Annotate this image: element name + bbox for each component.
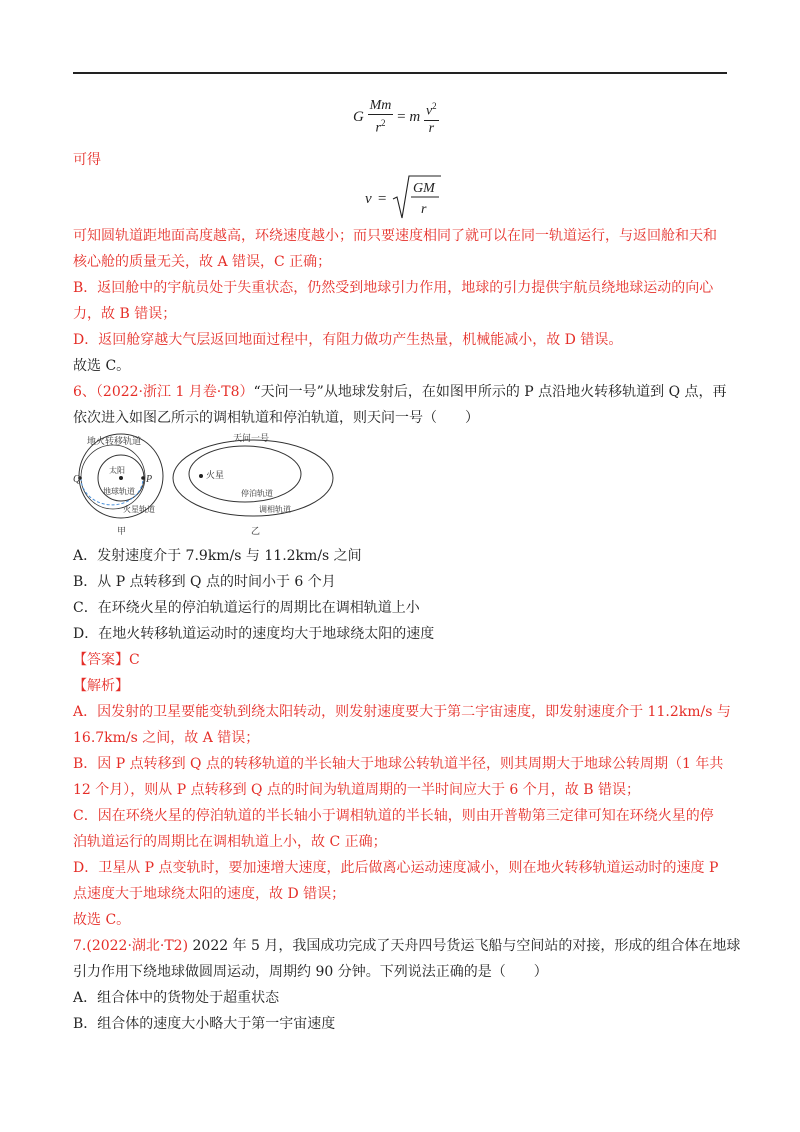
q7-stem-line1 [73, 936, 741, 956]
caption-jia: 甲 [117, 527, 127, 537]
sol5-a-line1: 可知圆轨道距地面高度越高，环绕速度越小；而只要速度相同了就可以在同一轨道运行，与返回舱和天和 [73, 228, 717, 244]
label-phasing: 调相轨道 [259, 505, 291, 514]
page-content [73, 88, 741, 1034]
formula-num-right: $v^2$ [424, 98, 439, 121]
sol5-d-line: D．返回舱穿越大气层返回地面过程中，有阻力做功产生热量，机械能减小，故 D 错误。 [73, 332, 623, 348]
q6-diagram-svg [73, 432, 413, 544]
q6-conclusion: 故选 C。 [73, 912, 131, 928]
formula-m: m [409, 108, 421, 125]
caption-yi: 乙 [251, 527, 261, 537]
label-mars: 火星 [206, 471, 225, 481]
q6-option-c: C．在环绕火星的停泊轨道运行的周期比在调相轨道上小 [73, 600, 420, 616]
q6-number: 6、 [73, 384, 96, 400]
q6-option-d: D．在地火转移轨道运动时的速度均大于地球绕太阳的速度 [73, 626, 435, 642]
formula-num-gm: GM [413, 181, 435, 196]
formula-den-left: $r^2$ [375, 118, 386, 136]
q6-diagrams [73, 432, 733, 542]
q6-analysis-title: 【解析】 [73, 678, 129, 694]
q6-option-b: B．从 P 点转移到 Q 点的时间小于 6 个月 [73, 574, 336, 590]
q7-option-b: B．组合体的速度大小略大于第一宇宙速度 [73, 1016, 336, 1032]
label-transfer: 地火转移轨道 [87, 437, 142, 447]
formula-eq2: = [377, 191, 388, 207]
label-mars-orbit: 火星轨道 [123, 505, 155, 514]
label-earth-orbit: 地球轨道 [103, 487, 135, 496]
q7-stem-line2: 引力作用下绕地球做圆周运动，周期约 90 分钟。下列说法正确的是（ ） [73, 964, 548, 980]
diagram-jia [73, 434, 163, 537]
phasing-orbit [173, 440, 333, 516]
sol5-b-line1: B．返回舱中的宇航员处于失重状态，仍然受到地球引力作用，地球的引力提供宇航员绕地球运动的向心 [73, 280, 714, 296]
point-p-dot [141, 476, 145, 480]
label-sun: 太阳 [109, 466, 125, 475]
formula-frac-right [424, 98, 439, 137]
q7-stem1: 2022 年 5 月，我国成功完成了天舟四号货运飞船与空间站的对接，形成的组合体在地球 [192, 938, 741, 954]
formula-den-right: r [428, 120, 435, 136]
q6-analysis-b1: B．因 P 点转移到 Q 点的转移轨道的半长轴大于地球公转轨道半径，则其周期大于地球公转周期（1 年共 [73, 756, 724, 772]
formula-den-r: r [421, 202, 427, 217]
q6-analysis-d2: 点速度大于地球绕太阳的速度，故 D 错误； [73, 886, 346, 902]
formula-G: G [353, 108, 364, 125]
formula-velocity [73, 170, 733, 226]
q6-analysis-c1: C．因在环绕火星的停泊轨道的半长轴小于调相轨道的半长轴，则由开普勒第三定律可知在环绕火星的停 [73, 808, 714, 824]
q6-analysis-a1: A．因发射的卫星要能变轨到绕太阳转动，则发射速度要大于第二宇宙速度，即发射速度介于 11.2km/s 与 [73, 704, 731, 720]
formula-v: v [365, 191, 372, 207]
formula-num-left: Mm [369, 98, 392, 113]
sun-dot [119, 476, 123, 480]
sol5-conclusion: 故选 C。 [73, 358, 131, 374]
mars-dot [199, 474, 203, 478]
diagram-yi [173, 432, 333, 537]
q6-analysis-c2: 泊轨道运行的周期比在调相轨道上小，故 C 正确； [73, 834, 387, 850]
q6-stem1: “天问一号”从地球发射后，在如图甲所示的 P 点沿地火转移轨道到 Q 点，再 [253, 384, 727, 400]
q6-option-a: A．发射速度介于 7.9km/s 与 11.2km/s 之间 [73, 548, 362, 564]
sol5-a-line2: 核心舱的质量无关，故 A 错误，C 正确； [73, 254, 332, 270]
label-parking: 停泊轨道 [241, 489, 273, 498]
q7-option-a: A．组合体中的货物处于超重状态 [73, 990, 280, 1006]
header-rule [73, 72, 727, 74]
text-kede: 可得 [73, 152, 101, 168]
q6-analysis-a2: 16.7km/s 之间，故 A 错误； [73, 730, 260, 746]
q6-stem-line2: 依次进入如图乙所示的调相轨道和停泊轨道，则天问一号（ ） [73, 410, 479, 426]
q6-analysis-b2: 12 个月），则从 P 点转移到 Q 点的时间为轨道周期的一半时间应大于 6 个月，故 B 错误； [73, 782, 640, 798]
label-tianwen: 天问一号 [233, 434, 270, 444]
q6-answer: 【答案】C [73, 652, 140, 668]
q6-analysis-d1: D．卫星从 P 点变轨时，要加速增大速度，此后做离心运动速度减小，则在地火转移轨道运动时的速度 P [73, 860, 719, 876]
formula-sqrt-svg [361, 172, 481, 224]
q6-stem-line1 [73, 382, 733, 402]
q7-source: 7.(2022·湖北·T2) [73, 938, 189, 954]
formula-frac-left [368, 98, 394, 137]
formula-gravitation [73, 88, 733, 148]
label-p: P [146, 474, 153, 485]
q6-source: （2022·浙江 1 月卷·T8） [95, 384, 254, 400]
sol5-b-line2: 力，故 B 错误； [73, 306, 177, 322]
formula-eq: = [397, 108, 406, 125]
label-q: Q [73, 474, 81, 485]
